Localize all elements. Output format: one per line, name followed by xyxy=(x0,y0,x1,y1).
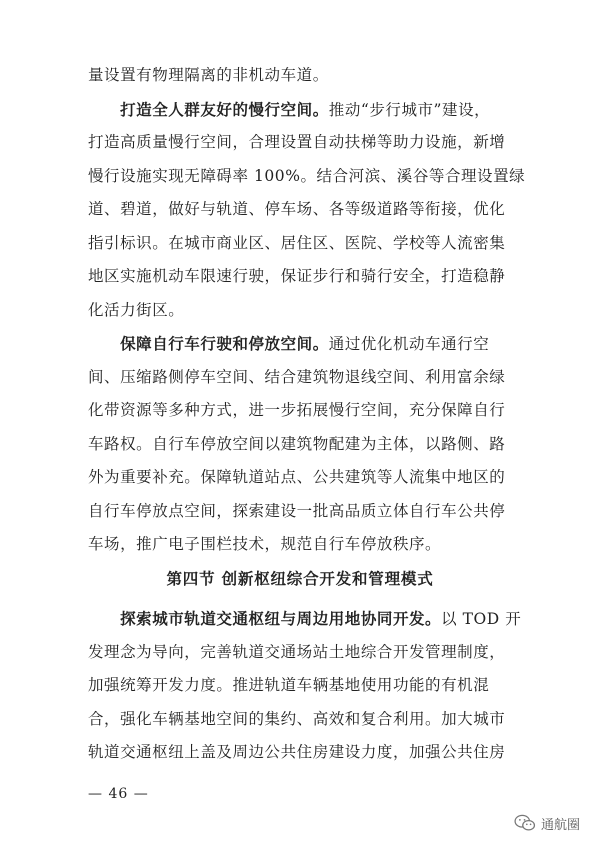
bold-lead-text: 打造全人群友好的慢行空间。 xyxy=(120,99,329,119)
text-run: 量设置有物理隔离的非机动车道。 xyxy=(88,66,329,84)
text-run: 化带资源等多种方式，进一步拓展慢行空间，充分保障自行 xyxy=(88,401,506,419)
text-run: 外为重要补充。保障轨道站点、公共建筑等人流集中地区的 xyxy=(88,468,506,486)
text-run xyxy=(88,610,120,628)
text-run xyxy=(88,335,120,353)
text-run: 合，强化车辆基地空间的集约、高效和复合利用。加大城市 xyxy=(88,709,506,728)
text-line xyxy=(88,330,528,357)
text-run: 轨道交通枢纽上盖及周边公共住房建设力度，加强公共住房 xyxy=(88,743,506,761)
text-line xyxy=(88,498,528,525)
watermark xyxy=(514,812,580,834)
text-line xyxy=(88,62,528,89)
text-run: 慢行设施实现无障碍率 100%。结合河滨、溪谷等合理设置绿 xyxy=(88,166,526,185)
text-line xyxy=(88,464,528,491)
section-heading: 第四节 创新枢纽综合开发和管理模式 xyxy=(166,570,434,588)
text-run: 指引标识。在城市商业区、居住区、医院、学校等人流密集 xyxy=(88,233,506,252)
text-run: 自行车停放点空间，探索建设一批高品质立体自行车公共停 xyxy=(88,501,506,520)
text-line xyxy=(88,672,528,699)
text-line xyxy=(88,739,528,766)
page-number: — 46 — xyxy=(88,786,149,802)
text-line xyxy=(88,639,528,666)
text-line xyxy=(88,230,528,257)
text-line xyxy=(88,605,528,632)
text-run: 通过优化机动车通行空 xyxy=(328,335,490,353)
text-line xyxy=(88,397,528,424)
text-line xyxy=(88,364,528,391)
bold-lead-text: 探索城市轨道交通枢纽与周边用地协同开发。 xyxy=(120,609,442,628)
text-run xyxy=(88,101,120,119)
text-line xyxy=(88,531,528,558)
text-run: 道、碧道，做好与轨道、停车场、各等级道路等衔接，优化 xyxy=(88,200,506,218)
text-run: 化活力街区。 xyxy=(88,300,185,319)
text-line xyxy=(88,163,528,190)
text-run: 以 TOD 开 xyxy=(441,610,522,628)
text-line xyxy=(88,263,528,290)
text-run: 车场，推广电子围栏技术，规范自行车停放秩序。 xyxy=(88,535,442,553)
text-run: 间、压缩路侧停车空间、结合建筑物退线空间、利用富余绿 xyxy=(88,367,506,386)
text-run: 加强统筹开发力度。推进轨道车辆基地使用功能的有机混 xyxy=(88,676,490,694)
text-line xyxy=(88,196,528,223)
wechat-icon xyxy=(514,814,536,832)
text-run: 地区实施机动车限速行驶，保证步行和骑行安全，打造稳静 xyxy=(88,267,506,285)
text-line xyxy=(88,431,528,458)
text-run: 车路权。自行车停放空间以建筑物配建为主体，以路侧、路 xyxy=(88,434,506,453)
text-line xyxy=(88,129,528,156)
text-line xyxy=(88,96,528,123)
text-line xyxy=(88,706,528,733)
text-run: 打造高质量慢行空间，合理设置自动扶梯等助力设施，新增 xyxy=(88,133,506,151)
watermark-text: 通航圈 xyxy=(540,817,580,833)
text-run: 发理念为导向，完善轨道交通场站土地综合开发管理制度， xyxy=(88,642,506,661)
bold-lead-text: 保障自行车行驶和停放空间。 xyxy=(120,334,329,353)
text-line xyxy=(88,297,528,324)
text-run: 推动“步行城市”建设， xyxy=(328,100,491,119)
